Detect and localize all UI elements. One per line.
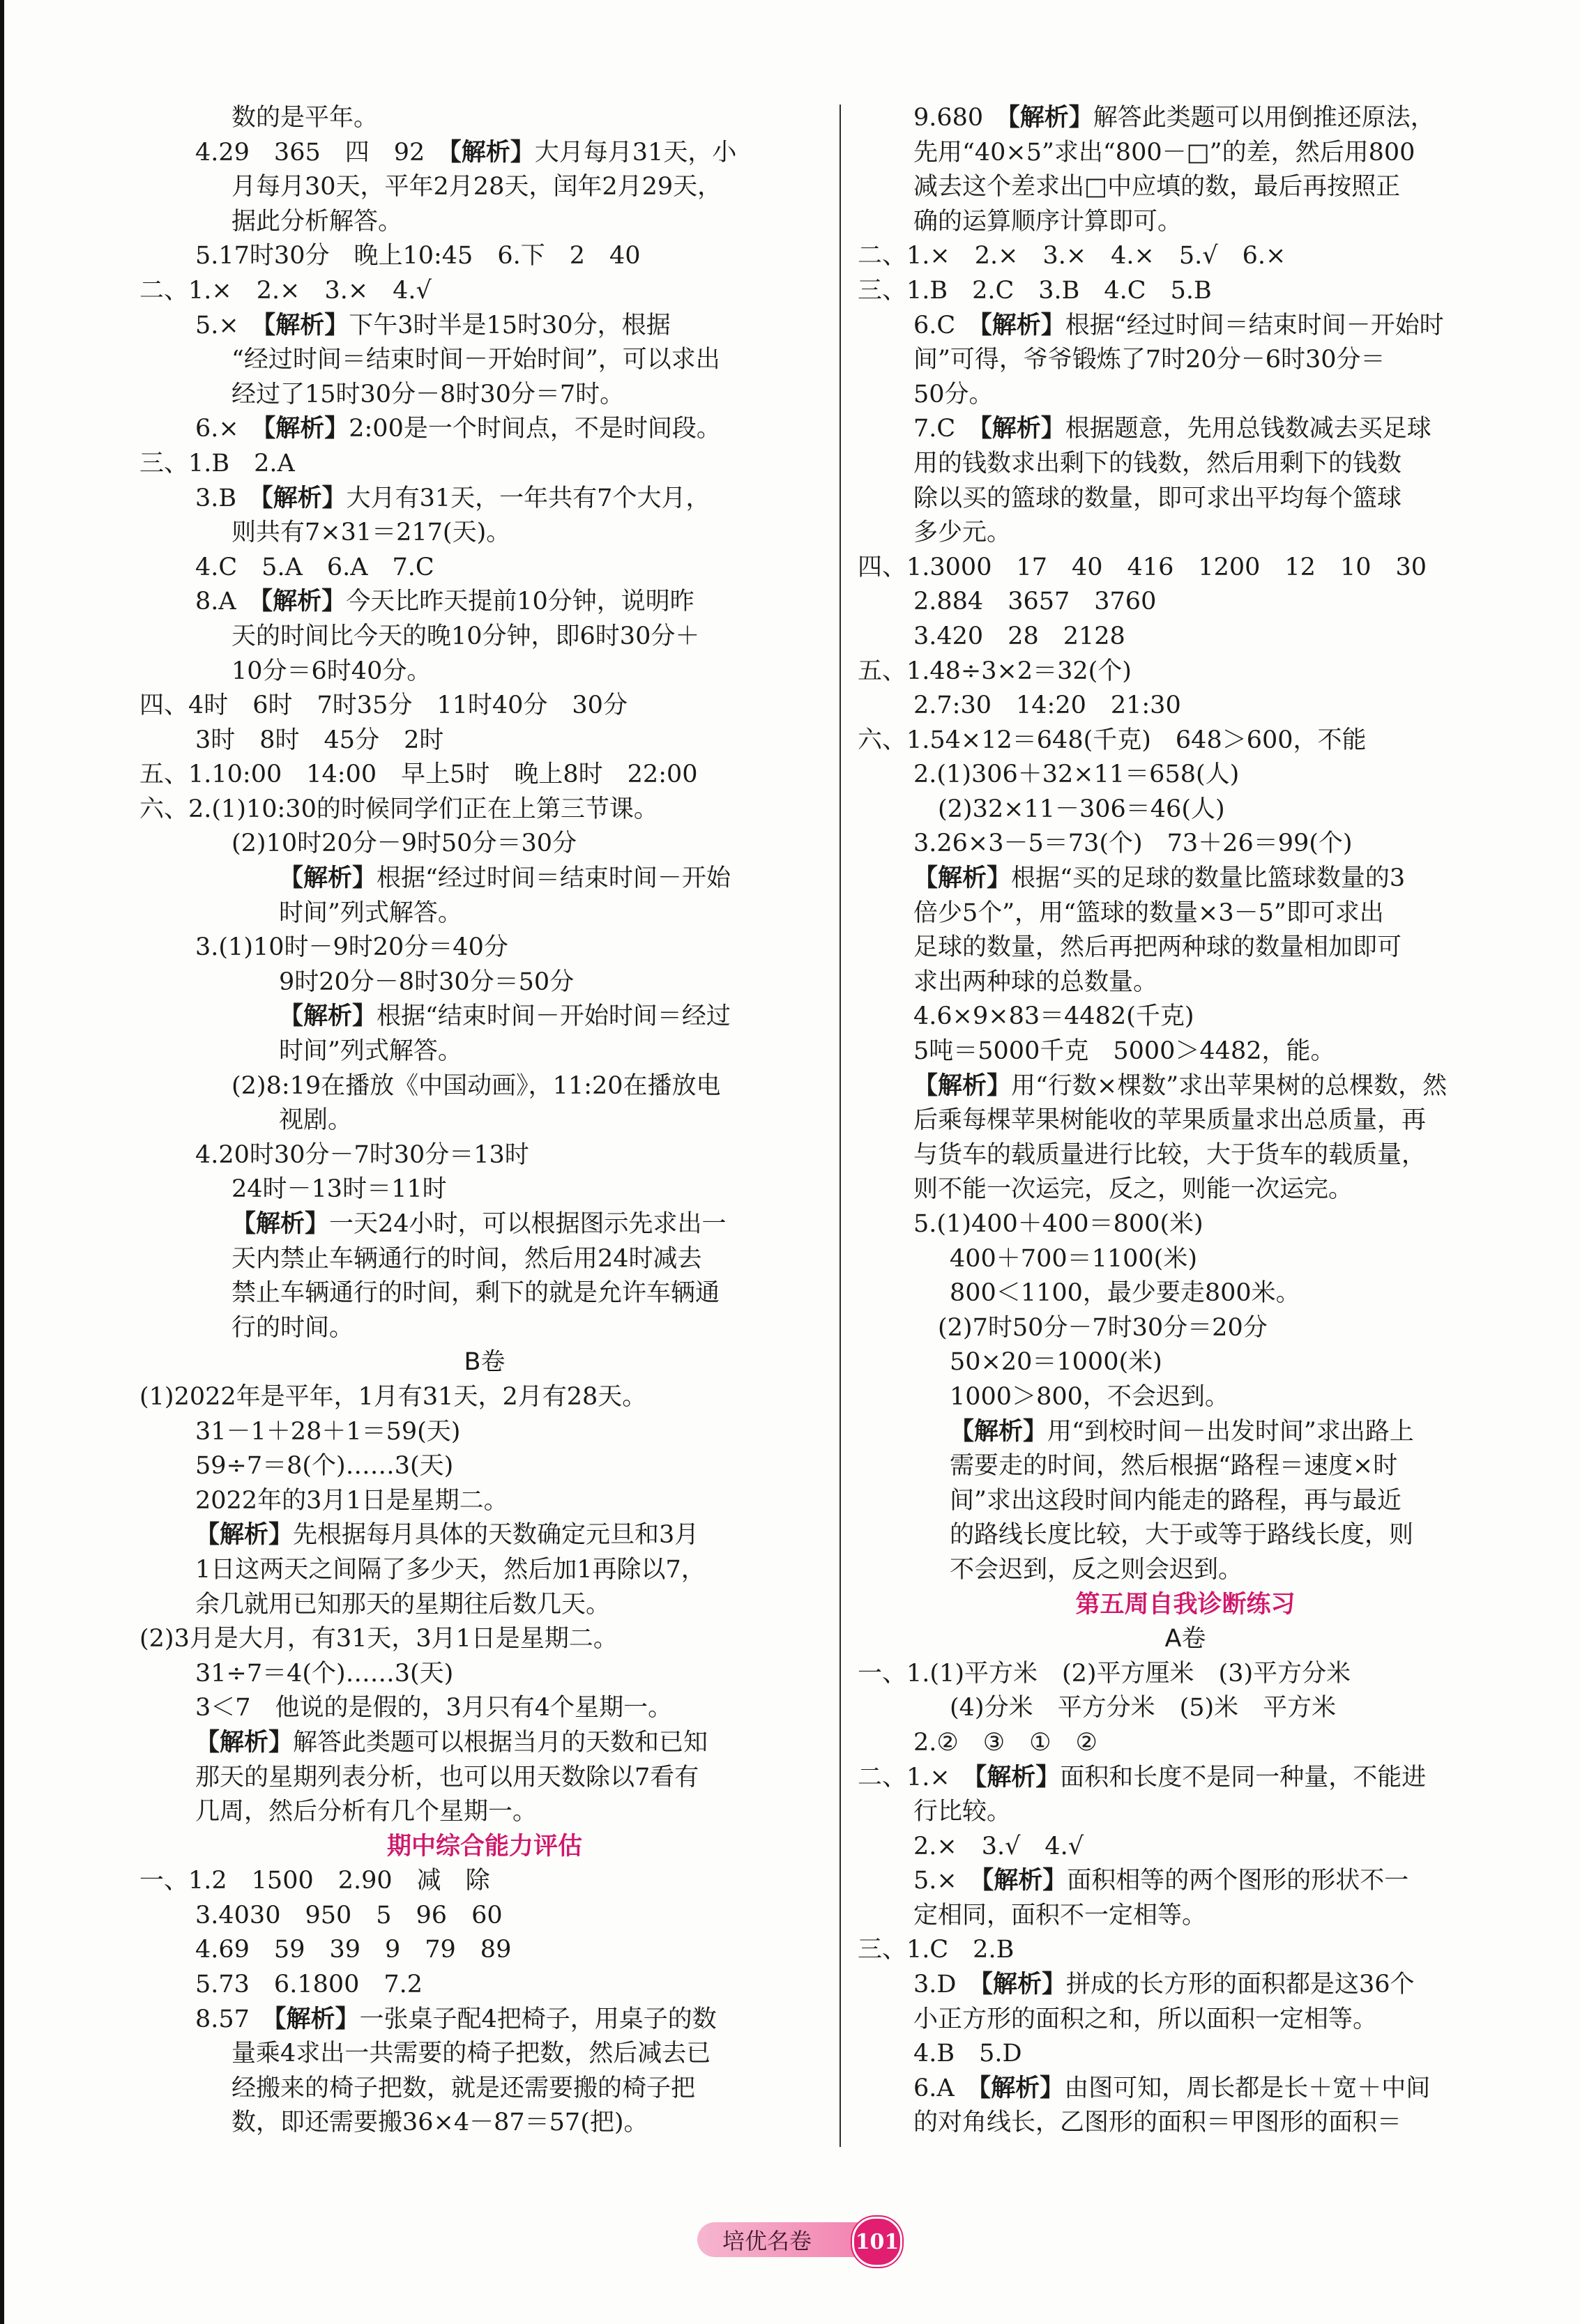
line-text: 除以买的篮球的数量，即可求出平均每个篮球	[913, 484, 1402, 512]
answer-line	[858, 1276, 1513, 1311]
analysis-tag: 【解析】	[981, 1867, 1068, 1895]
answer-line	[139, 274, 830, 309]
line-text: 后乘每棵苹果树能收的苹果质量求出总质量，再	[913, 1106, 1427, 1135]
answer-line	[139, 1726, 830, 1761]
section-heading	[858, 1588, 1513, 1623]
answer-line	[858, 1345, 1513, 1380]
line-text: 时间”列式解答。	[279, 1037, 462, 1066]
line-text: 用的钱数求出剩下的钱数，然后用剩下的钱数	[913, 449, 1402, 477]
answer-line	[139, 1172, 830, 1207]
answer-line	[858, 309, 1513, 344]
analysis-text: 今天比昨天提前10分钟，说明昨	[346, 588, 694, 616]
line-text: 二、1.× 2.× 3.× 4.× 5.√ 6.×	[858, 242, 1286, 270]
answer-line	[139, 620, 830, 655]
left-column	[139, 101, 830, 2141]
line-text: 量乘4求出一共需要的椅子把数，然后减去已	[231, 2040, 711, 2068]
answer-line	[858, 1830, 1513, 1865]
line-text: 4.C 5.A 6.A 7.C	[195, 553, 434, 581]
analysis-text: 根据“经过时间＝结束时间－开始时	[1065, 311, 1444, 339]
answer-line	[139, 862, 830, 896]
answer-line	[858, 1864, 1513, 1899]
line-text: 六、1.54×12＝648(千克) 648＞600，不能	[858, 726, 1367, 754]
answer-line	[858, 101, 1513, 136]
line-text: 800＜1100，最少要走800米。	[950, 1279, 1300, 1308]
line-text: 2.(1)306＋32×11＝658(人)	[913, 760, 1240, 789]
line-text: 5.×	[913, 1867, 982, 1895]
line-text: 2.7:30 14:20 21:30	[913, 691, 1181, 720]
subsection-heading	[858, 1622, 1513, 1657]
line-text: 不会迟到，反之则会迟到。	[950, 1555, 1243, 1584]
answer-line	[139, 482, 830, 517]
analysis-text: 根据“经过时间＝结束时间－开始	[377, 864, 731, 893]
analysis-tag: 【解析】	[980, 1971, 1066, 1999]
answer-line	[858, 205, 1513, 240]
answer-line	[139, 1207, 830, 1242]
line-text: 间”可得，爷爷锻炼了7时20分－6时30分＝	[913, 346, 1385, 374]
analysis-tag: 【解析】	[950, 1417, 1048, 1446]
answer-line	[858, 689, 1513, 724]
answer-line	[858, 827, 1513, 862]
answer-line	[139, 309, 830, 344]
analysis-tag: 【解析】	[1008, 104, 1093, 132]
analysis-tag: 【解析】	[279, 864, 377, 893]
answer-line	[858, 274, 1513, 309]
answer-line	[139, 343, 830, 378]
line-text: 9时20分－8时30分＝50分	[279, 968, 575, 996]
answer-line	[139, 827, 830, 862]
line-text: 9.680	[913, 104, 1008, 132]
line-text: 2.884 3657 3760	[913, 588, 1157, 616]
analysis-tag: 【解析】	[231, 1210, 330, 1238]
line-text: 5.×	[195, 311, 264, 339]
answer-line	[139, 1000, 830, 1034]
analysis-tag: 【解析】	[449, 138, 535, 167]
line-text: 则共有7×31＝217(天)。	[231, 519, 511, 547]
line-text: 时间”列式解答。	[279, 899, 462, 927]
line-text: 的对角线长，乙图形的面积＝甲图形的面积＝	[913, 2109, 1402, 2137]
answer-line	[139, 655, 830, 689]
line-text: A卷	[1164, 1625, 1206, 1653]
analysis-tag: 【解析】	[260, 588, 347, 616]
analysis-text: 根据“买的足球的数量比篮球数量的3	[1011, 864, 1406, 893]
answer-line	[139, 1691, 830, 1726]
analysis-text: 用“到校时间－出发时间”求出路上	[1047, 1417, 1414, 1446]
line-text: 与货车的载质量进行比较，大于货车的载质量，	[913, 1140, 1427, 1169]
line-text: 一、1.2 1500 2.90 减 除	[139, 1867, 490, 1895]
answer-line	[858, 896, 1513, 931]
answer-line	[858, 2072, 1513, 2107]
line-text: 1日这两天之间隔了多少天，然后加1再除以7，	[195, 1555, 706, 1584]
line-text: 定相同，面积不一定相等。	[913, 1901, 1207, 1929]
footer-brand-label: 培优名卷	[697, 2222, 879, 2257]
line-text: 3.(1)10时－9时20分＝40分	[195, 933, 508, 962]
line-text: 6.C	[913, 311, 980, 339]
line-text: 期中综合能力评估	[386, 1832, 582, 1860]
line-text: 7.C	[913, 415, 980, 443]
answer-line	[139, 1553, 830, 1588]
answer-line	[139, 239, 830, 274]
answer-line	[858, 1691, 1513, 1726]
analysis-tag: 【解析】	[980, 311, 1065, 339]
page-edge-mark	[0, 0, 4, 2324]
answer-line	[139, 1034, 830, 1069]
line-text: 4.29 365 四 92	[195, 138, 450, 167]
line-text: 行比较。	[913, 1798, 1012, 1826]
answer-line	[139, 1311, 830, 1346]
line-text: 400＋700＝1100(米)	[950, 1244, 1197, 1273]
line-text: 8.57	[195, 2005, 274, 2033]
line-text: 50分。	[913, 380, 994, 408]
line-text: “经过时间＝结束时间－开始时间”，可以求出	[231, 346, 720, 374]
analysis-text: 解答此类题可以根据当月的天数和已知	[293, 1728, 708, 1757]
line-text: 行的时间。	[231, 1313, 354, 1342]
subsection-heading	[139, 1345, 830, 1380]
answer-line	[139, 1657, 830, 1692]
line-text: 5.73 6.1800 7.2	[195, 1971, 423, 1999]
analysis-text: 根据题意，先用总钱数减去买足球	[1065, 415, 1431, 443]
answer-line	[139, 2106, 830, 2141]
answer-line	[139, 931, 830, 965]
line-text: 减去这个差求出□中应填的数，最后再按照正	[913, 173, 1401, 201]
answer-line	[139, 1138, 830, 1173]
answer-line	[139, 101, 830, 136]
line-text: 2022年的3月1日是星期二。	[195, 1486, 508, 1515]
line-text: (2)7时50分－7时30分＝20分	[913, 1313, 1268, 1342]
answer-line	[139, 1968, 830, 2003]
line-text: 5.(1)400＋400＝800(米)	[913, 1210, 1203, 1238]
answer-line	[139, 2072, 830, 2107]
answer-line	[858, 2003, 1513, 2038]
answer-line	[858, 2106, 1513, 2141]
answer-line	[858, 1311, 1513, 1346]
analysis-text: 用“行数×棵数”求出苹果树的总棵数，然	[1011, 1071, 1448, 1100]
analysis-text: 大月有31天，一年共有7个大月，	[346, 484, 711, 512]
line-text: 三、1.B 2.C 3.B 4.C 5.B	[858, 276, 1212, 305]
answer-line	[139, 965, 830, 1000]
line-text: 需要走的时间，然后根据“路程＝速度×时	[950, 1452, 1398, 1481]
analysis-text: 面积相等的两个图形的形状不一	[1067, 1867, 1409, 1895]
line-text: 天内禁止车辆通行的时间，然后用24时减去	[231, 1244, 702, 1273]
line-text: 三、1.B 2.A	[139, 449, 295, 477]
line-text: (2)10时20分－9时50分＝30分	[231, 830, 577, 858]
answer-line	[858, 1415, 1513, 1450]
line-text: 4.6×9×83＝4482(千克)	[913, 1002, 1194, 1031]
answer-line	[139, 1933, 830, 1968]
answer-line	[139, 2037, 830, 2072]
answer-line	[858, 1518, 1513, 1553]
answer-line	[139, 1242, 830, 1277]
answer-line	[858, 1000, 1513, 1034]
answer-line	[858, 2037, 1513, 2072]
line-text: 三、1.C 2.B	[858, 1936, 1015, 1964]
line-text: 3.420 28 2128	[913, 622, 1125, 650]
analysis-tag: 【解析】	[913, 1071, 1012, 1100]
line-text: 4.B 5.D	[913, 2040, 1022, 2068]
answer-line	[139, 1103, 830, 1138]
answer-line	[858, 1933, 1513, 1968]
answer-line	[858, 516, 1513, 551]
analysis-text: 大月每月31天，小	[534, 138, 737, 167]
line-text: 数的是平年。	[231, 104, 379, 132]
line-text: 天的时间比今天的晚10分钟，即6时30分＋	[231, 622, 700, 650]
answer-line	[858, 1103, 1513, 1138]
line-text: 6.×	[195, 415, 264, 443]
line-text: 二、1.×	[858, 1763, 975, 1791]
answer-line	[139, 896, 830, 931]
line-text: 的路线长度比较，大于或等于路线长度，则	[950, 1521, 1414, 1550]
line-text: (2)8:19在播放《中国动画》，11:20在播放电	[231, 1071, 721, 1100]
analysis-tag: 【解析】	[978, 2074, 1065, 2102]
line-text: 据此分析解答。	[231, 207, 403, 236]
line-text: 倍少5个”，用“篮球的数量×3－5”即可求出	[913, 899, 1384, 927]
answer-line	[858, 1968, 1513, 2003]
line-text: (4)分米 平方分米 (5)米 平方米	[950, 1694, 1337, 1722]
answer-line	[139, 1899, 830, 1934]
answer-line	[858, 1172, 1513, 1207]
analysis-tag: 【解析】	[195, 1728, 294, 1757]
line-text: 3.B	[195, 484, 261, 512]
analysis-tag: 【解析】	[913, 864, 1012, 893]
line-text: 24时－13时＝11时	[231, 1175, 447, 1204]
answer-line	[858, 1657, 1513, 1692]
analysis-text: 下午3时半是15时30分，根据	[349, 311, 671, 339]
line-text: 2.② ③ ① ②	[913, 1728, 1097, 1757]
answer-line	[139, 1795, 830, 1830]
answer-line	[139, 1864, 830, 1899]
answer-line	[858, 862, 1513, 896]
line-text: 5吨＝5000千克 5000＞4482，能。	[913, 1037, 1335, 1066]
line-text: 小正方形的面积之和，所以面积一定相等。	[913, 2005, 1378, 2033]
line-text: 数，即还需要搬36×4－87＝57(把)。	[231, 2109, 648, 2137]
section-heading	[139, 1830, 830, 1865]
right-column	[858, 101, 1513, 2141]
answer-line	[139, 205, 830, 240]
line-text: 6.A	[913, 2074, 979, 2102]
answer-line	[858, 793, 1513, 827]
line-text: 余几就用已知那天的星期往后数几天。	[195, 1590, 611, 1619]
line-text: 四、1.3000 17 40 416 1200 12 10 30	[858, 553, 1427, 581]
answer-line	[858, 1380, 1513, 1415]
analysis-tag: 【解析】	[263, 415, 349, 443]
analysis-text: 先根据每月具体的天数确定元旦和3月	[293, 1521, 699, 1550]
answer-line	[858, 1242, 1513, 1277]
line-text: 10分＝6时40分。	[231, 657, 432, 685]
analysis-tag: 【解析】	[974, 1763, 1061, 1791]
line-text: 5.17时30分 晚上10:45 6.下 2 40	[195, 242, 641, 270]
answer-line	[858, 1553, 1513, 1588]
answer-line	[139, 1380, 830, 1415]
analysis-text: 面积和长度不是同一种量，不能进	[1060, 1763, 1427, 1791]
line-text: 50×20＝1000(米)	[950, 1348, 1162, 1377]
line-text: 四、4时 6时 7时35分 11时40分 30分	[139, 691, 628, 720]
line-text: 足球的数量，然后再把两种球的数量相加即可	[913, 933, 1402, 962]
line-text: B卷	[464, 1348, 506, 1377]
analysis-tag: 【解析】	[279, 1002, 377, 1031]
answer-line	[139, 689, 830, 724]
line-text: 视剧。	[279, 1106, 353, 1135]
answer-line	[139, 1276, 830, 1311]
answer-line	[858, 378, 1513, 413]
answer-line	[858, 239, 1513, 274]
analysis-tag: 【解析】	[263, 311, 349, 339]
analysis-tag: 【解析】	[195, 1521, 294, 1550]
line-text: 31÷7＝4(个)……3(天)	[195, 1659, 454, 1688]
line-text: 4.69 59 39 9 79 89	[195, 1936, 512, 1964]
answer-line	[139, 378, 830, 413]
answer-line	[858, 724, 1513, 758]
answer-line	[858, 1449, 1513, 1484]
line-text: 一、1.(1)平方米 (2)平方厘米 (3)平方分米	[858, 1659, 1351, 1688]
answer-line	[858, 1795, 1513, 1830]
answer-line	[139, 1761, 830, 1796]
line-text: 1000＞800，不会迟到。	[950, 1382, 1229, 1411]
line-text: 禁止车辆通行的时间，剩下的就是允许车辆通	[231, 1279, 720, 1308]
answer-line	[858, 343, 1513, 378]
line-text: 那天的星期列表分析，也可以用天数除以7看有	[195, 1763, 699, 1791]
answer-line	[139, 136, 830, 171]
answer-line	[139, 551, 830, 586]
answer-line	[139, 412, 830, 447]
answer-line	[858, 1034, 1513, 1069]
answer-line	[858, 412, 1513, 447]
line-text: 先用“40×5”求出“800－□”的差，然后用800	[913, 138, 1415, 167]
line-text: 3.D	[913, 1971, 981, 1999]
answer-line	[139, 1622, 830, 1657]
answer-line	[858, 1761, 1513, 1796]
line-text: (2)32×11－306＝46(人)	[913, 795, 1225, 823]
line-text: 间”求出这段时间内能走的路程，再与最近	[950, 1486, 1402, 1515]
analysis-text: 根据“结束时间－开始时间＝经过	[377, 1002, 731, 1031]
answer-line	[139, 1415, 830, 1450]
line-text: 经搬来的椅子把数，就是还需要搬的椅子把	[231, 2074, 696, 2102]
column-divider	[840, 105, 841, 2147]
analysis-tag: 【解析】	[980, 415, 1065, 443]
answer-line	[139, 170, 830, 205]
line-text: 确的运算顺序计算即可。	[913, 207, 1183, 236]
answer-line	[858, 170, 1513, 205]
analysis-tag: 【解析】	[273, 2005, 360, 2033]
line-text: 六、2.(1)10:30的时候同学们正在上第三节课。	[139, 795, 658, 823]
answer-line	[858, 585, 1513, 620]
line-text: 多少元。	[913, 519, 1012, 547]
analysis-text: 一张桌子配4把椅子，用桌子的数	[359, 2005, 717, 2033]
answer-line	[858, 1726, 1513, 1761]
page-number: 101	[852, 2217, 902, 2267]
line-text: 求出两种球的总数量。	[913, 968, 1158, 996]
analysis-text: 解答此类题可以用倒推还原法，	[1093, 104, 1435, 132]
answer-line	[139, 2003, 830, 2038]
line-text: 二、1.× 2.× 3.× 4.√	[139, 276, 432, 305]
answer-line	[139, 585, 830, 620]
answer-line	[139, 1518, 830, 1553]
line-text: 31－1＋28＋1＝59(天)	[195, 1417, 461, 1446]
answer-line	[858, 655, 1513, 689]
answer-line	[139, 758, 830, 793]
line-text: 五、1.10:00 14:00 早上5时 晚上8时 22:00	[139, 760, 698, 789]
line-text: 59÷7＝8(个)……3(天)	[195, 1452, 454, 1481]
answer-line	[858, 620, 1513, 655]
line-text: 经过了15时30分－8时30分＝7时。	[231, 380, 625, 408]
line-text: 则不能一次运完，反之，则能一次运完。	[913, 1175, 1353, 1204]
analysis-text: 由图可知，周长都是长＋宽＋中间	[1064, 2074, 1431, 2102]
answer-line	[858, 1207, 1513, 1242]
analysis-tag: 【解析】	[261, 484, 347, 512]
answer-line	[139, 516, 830, 551]
line-text: 8.A	[195, 588, 261, 616]
answer-line	[139, 1069, 830, 1104]
line-text: 月每月30天，平年2月28天，闰年2月29天，	[231, 173, 722, 201]
answer-line	[139, 724, 830, 758]
answer-line	[858, 965, 1513, 1000]
line-text: 3＜7 他说的是假的，3月只有4个星期一。	[195, 1694, 673, 1722]
answer-line	[858, 551, 1513, 586]
line-text: 几周，然后分析有几个星期一。	[195, 1798, 538, 1826]
answer-line	[858, 1138, 1513, 1173]
answer-line	[139, 793, 830, 827]
line-text: 五、1.48÷3×2＝32(个)	[858, 657, 1132, 685]
answer-line	[858, 136, 1513, 171]
answer-line	[858, 1484, 1513, 1519]
answer-line	[139, 447, 830, 482]
line-text: 3.4030 950 5 96 60	[195, 1901, 503, 1929]
line-text: 4.20时30分－7时30分＝13时	[195, 1140, 529, 1169]
line-text: (2)3月是大月，有31天，3月1日是星期二。	[139, 1625, 618, 1653]
answer-line	[858, 758, 1513, 793]
analysis-text: 一天24小时，可以根据图示先求出一	[329, 1210, 727, 1238]
line-text: 3.26×3－5＝73(个) 73＋26＝99(个)	[913, 830, 1353, 858]
answer-line	[858, 931, 1513, 965]
analysis-text: 拼成的长方形的面积都是这36个	[1065, 1971, 1415, 1999]
answer-line	[858, 1069, 1513, 1104]
line-text: 3时 8时 45分 2时	[195, 726, 444, 754]
answer-line	[139, 1588, 830, 1623]
analysis-text: 2:00是一个时间点，不是时间段。	[349, 415, 721, 443]
answer-line	[858, 482, 1513, 517]
answer-line	[858, 1899, 1513, 1934]
answer-line	[139, 1484, 830, 1519]
answer-line	[139, 1449, 830, 1484]
line-text: (1)2022年是平年，1月有31天，2月有28天。	[139, 1382, 647, 1411]
line-text: 2.× 3.√ 4.√	[913, 1832, 1084, 1860]
page-footer	[697, 2217, 976, 2258]
line-text: 第五周自我诊断练习	[1075, 1590, 1296, 1619]
answer-line	[858, 447, 1513, 482]
